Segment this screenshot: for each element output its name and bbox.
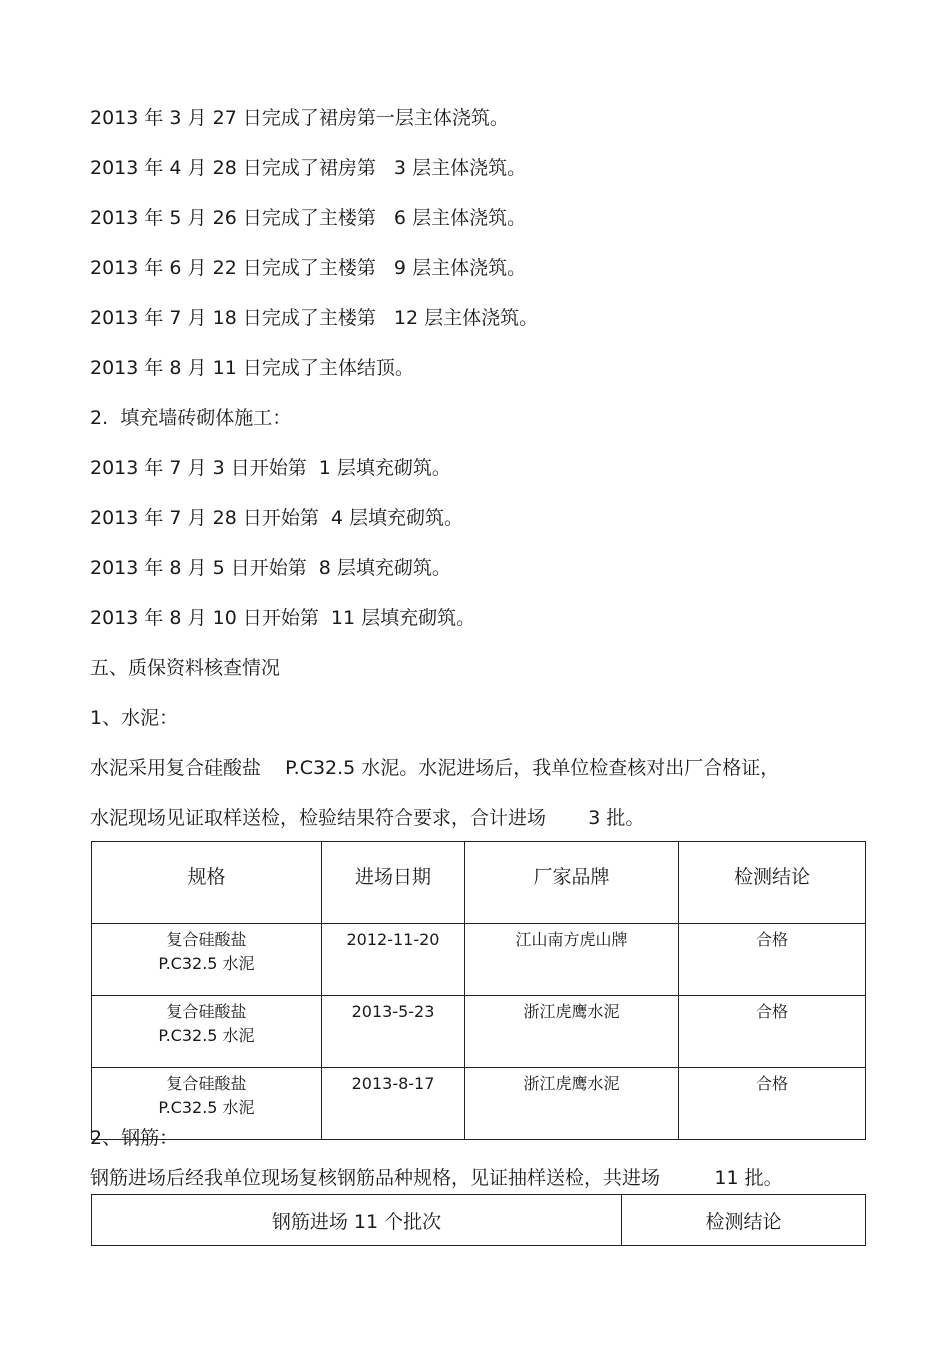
masonry-line: 2013 年 8 月 5 日开始第 8 层填充砌筑。 bbox=[90, 557, 451, 579]
cell-date: 2012-11-20 bbox=[322, 924, 465, 996]
header-brand: 厂家品牌 bbox=[465, 842, 679, 924]
cell-spec: 复合硅酸盐 P.C32.5 水泥 bbox=[92, 996, 322, 1068]
cement-heading: 1、水泥： bbox=[90, 707, 179, 729]
progress-line: 2013 年 6 月 22 日完成了主楼第 9 层主体浇筑。 bbox=[90, 257, 527, 279]
header-result: 检测结论 bbox=[622, 1195, 866, 1246]
table-row bbox=[92, 1068, 866, 1140]
rebar-heading: 2、钢筋： bbox=[90, 1127, 179, 1149]
cell-result: 合格 bbox=[679, 1068, 866, 1140]
progress-line: 2013 年 4 月 28 日完成了裙房第 3 层主体浇筑。 bbox=[90, 157, 527, 179]
table-header-row bbox=[92, 842, 866, 924]
cell-brand: 江山南方虎山牌 bbox=[465, 924, 679, 996]
cell-brand: 浙江虎鹰水泥 bbox=[465, 1068, 679, 1140]
header-result: 检测结论 bbox=[679, 842, 866, 924]
masonry-line: 2013 年 7 月 28 日开始第 4 层填充砌筑。 bbox=[90, 507, 464, 529]
cell-brand: 浙江虎鹰水泥 bbox=[465, 996, 679, 1068]
header-date: 进场日期 bbox=[322, 842, 465, 924]
masonry-heading: 2. 填充墙砖砌体施工： bbox=[90, 407, 292, 429]
header-spec: 规格 bbox=[92, 842, 322, 924]
progress-line: 2013 年 3 月 27 日完成了裙房第一层主体浇筑。 bbox=[90, 107, 509, 129]
rebar-paragraph: 钢筋进场后经我单位现场复核钢筋品种规格，见证抽样送检，共进场 11 批。 bbox=[90, 1167, 783, 1189]
masonry-line: 2013 年 8 月 10 日开始第 11 层填充砌筑。 bbox=[90, 607, 476, 629]
rebar-table bbox=[91, 1194, 866, 1246]
cement-paragraph: 水泥现场见证取样送检，检验结果符合要求，合计进场 3 批。 bbox=[90, 807, 645, 829]
cell-result: 合格 bbox=[679, 924, 866, 996]
cell-date: 2013-8-17 bbox=[322, 1068, 465, 1140]
cell-date: 2013-5-23 bbox=[322, 996, 465, 1068]
section-title: 五、质保资料核查情况 bbox=[90, 657, 281, 679]
cell-spec: 复合硅酸盐 P.C32.5 水泥 bbox=[92, 924, 322, 996]
progress-line: 2013 年 7 月 18 日完成了主楼第 12 层主体浇筑。 bbox=[90, 307, 539, 329]
cell-spec: 复合硅酸盐 P.C32.5 水泥 bbox=[92, 1068, 322, 1140]
cell-result: 合格 bbox=[679, 996, 866, 1068]
progress-line: 2013 年 8 月 11 日完成了主体结顶。 bbox=[90, 357, 414, 379]
table-row bbox=[92, 996, 866, 1068]
table-header-row bbox=[92, 1195, 866, 1246]
header-batches: 钢筋进场 11 个批次 bbox=[92, 1195, 622, 1246]
progress-line: 2013 年 5 月 26 日完成了主楼第 6 层主体浇筑。 bbox=[90, 207, 527, 229]
masonry-line: 2013 年 7 月 3 日开始第 1 层填充砌筑。 bbox=[90, 457, 451, 479]
table-row bbox=[92, 924, 866, 996]
cement-table bbox=[91, 841, 866, 1140]
cement-paragraph: 水泥采用复合硅酸盐 P.C32.5 水泥。水泥进场后，我单位检查核对出厂合格证， bbox=[90, 757, 780, 779]
